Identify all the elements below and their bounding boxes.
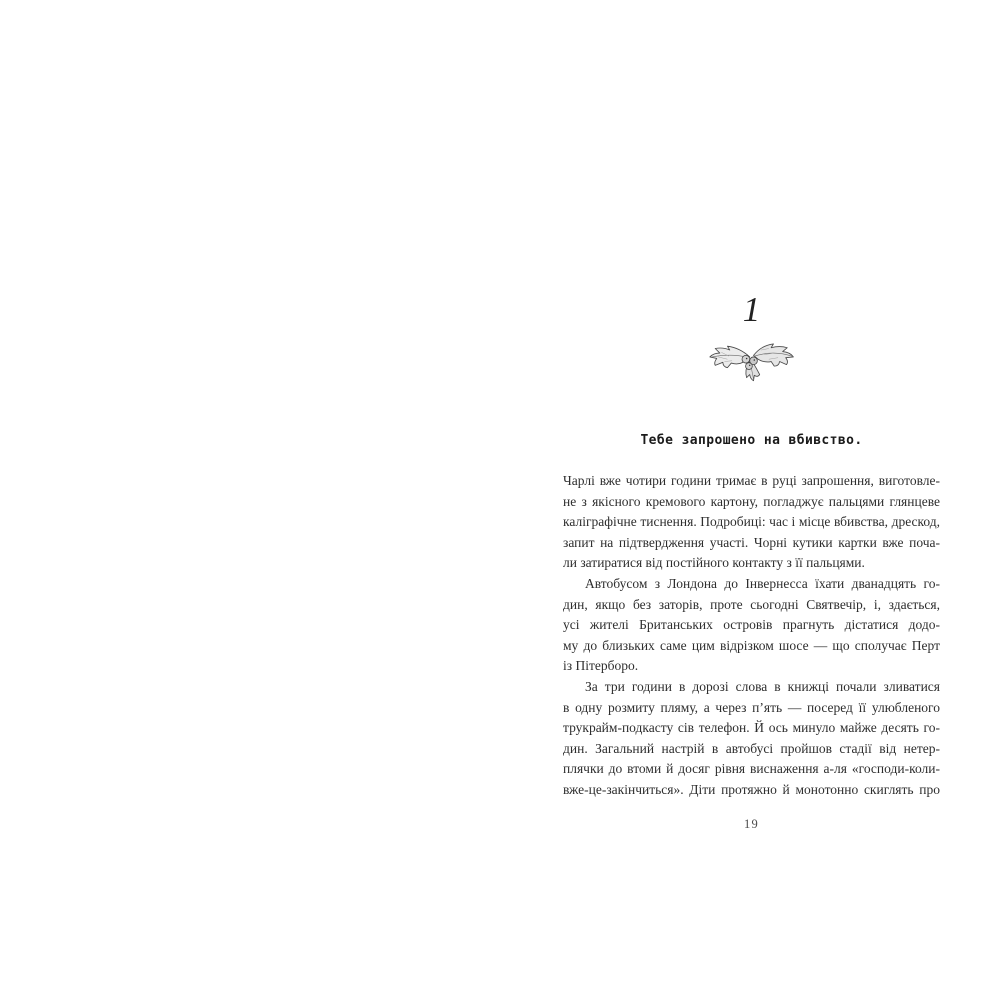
text-line: дин. Загальний настрій в автобусі пройшов стадії від нетер- <box>563 740 940 756</box>
text-column <box>563 0 940 1000</box>
text-line: Автобусом з Лондона до Інвернесса їхати дванадцять го- <box>585 575 940 591</box>
text-line: запит на підтвердження участі. Чорні кутики картки вже поча- <box>563 534 940 550</box>
text-line: в одну розмиту пляму, а через п’ять — посеред її улюбленого <box>563 699 940 715</box>
text-line: усі жителі Британських островів прагнуть дістатися додо- <box>563 617 940 633</box>
body-text <box>563 471 940 801</box>
chapter-number: 1 <box>742 290 761 329</box>
text-line: не з якісного кремового картону, погладжує пальцями глянцеве <box>563 493 940 509</box>
text-line: му до близьких саме цим відрізком шосе — що сполучає Перт <box>563 637 940 653</box>
holly-icon <box>706 336 798 384</box>
text-line: ли затиратися від постійного контакту з її пальцями. <box>563 555 865 571</box>
holly-sprig-illustration <box>563 336 940 389</box>
text-line: За три години в дорозі слова в книжці почали зливатися <box>585 678 940 694</box>
text-line: плячки до втоми й досяг рівня виснаження а-ля «господи-коли- <box>563 761 940 777</box>
text-line: Чарлі вже чотири години тримає в руці запрошення, виготовле- <box>563 473 940 488</box>
page-number: 19 <box>744 817 759 831</box>
text-line: дин, якщо без заторів, проте сьогодні Святвечір, і, здається, <box>563 596 940 612</box>
text-line: із Пітерборо. <box>563 658 639 674</box>
text-line: трукрайм-подкасту сів телефон. Й ось минуло майже десять го- <box>563 720 940 736</box>
text-line: вже-це-закінчиться». Діти протяжно й монотонно скиглять про <box>563 781 940 797</box>
invitation-line: Тебе запрошено на вбивство. <box>640 433 863 448</box>
text-line: каліграфічне тиснення. Подробиці: час і місце вбивства, дрескод, <box>563 514 940 530</box>
